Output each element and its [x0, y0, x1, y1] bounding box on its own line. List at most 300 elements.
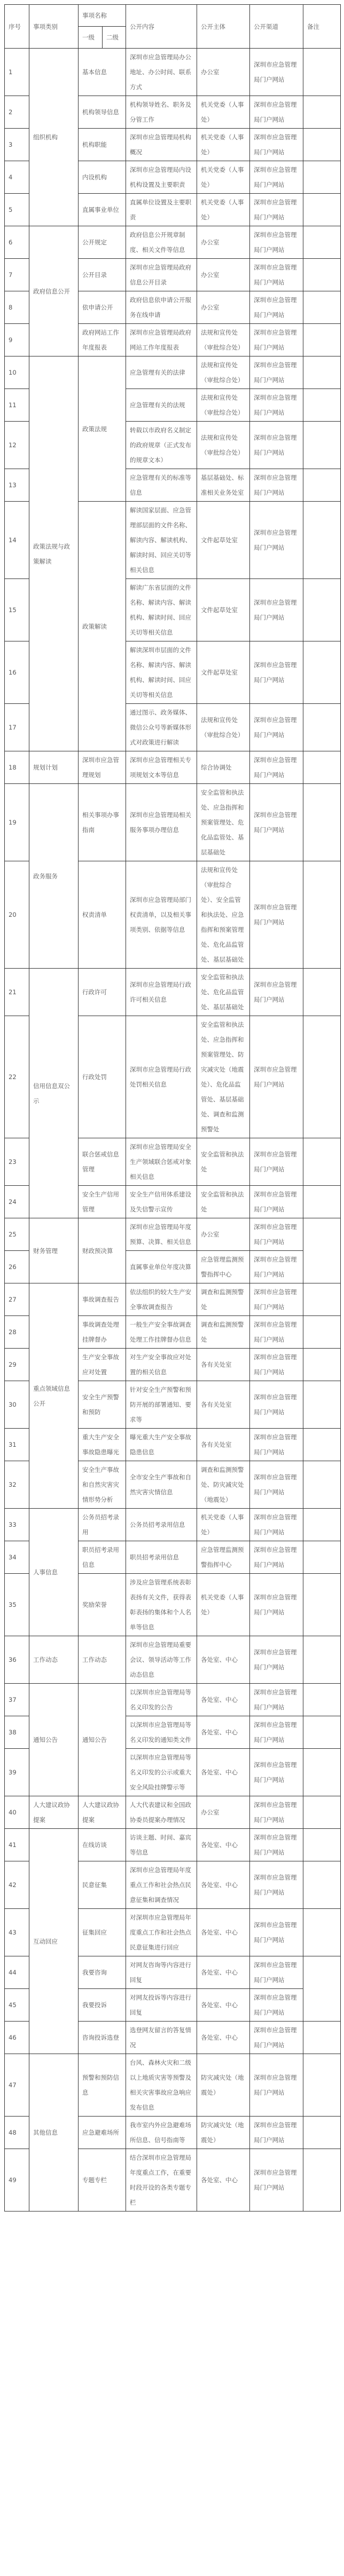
subject-cell: 安全监管和执法处	[197, 1138, 250, 1186]
item-name-cell: 相关事项办事指南	[79, 784, 126, 861]
content-cell: 依法组织的较大生产安全事故调查报告	[126, 1283, 197, 1316]
remark-cell	[303, 1956, 341, 2022]
channel-cell: 深圳市应急管理局门户网站	[250, 502, 303, 579]
subject-cell: 文件起草处室	[197, 579, 250, 641]
content-cell: 人大代表建议和全国政协委员提案办理情况	[126, 1796, 197, 1829]
subject-cell: 安全监管和执法处	[197, 1186, 250, 1218]
content-cell: 深圳市应急管理局内设机构设置及主要职责	[126, 161, 197, 194]
item-name-cell: 奖励荣誉	[79, 1574, 126, 1636]
remark-cell	[303, 641, 341, 704]
content-cell: 深圳市应急管理局年度重点工作和社会热点民意征集和调查情况	[126, 1861, 197, 1909]
item-name-cell: 联合惩戒信息管理	[79, 1138, 126, 1186]
row-number: 16	[5, 641, 29, 704]
subject-cell: 各处室、中心	[197, 1989, 250, 2022]
subject-cell: 安全监管和执法处、危化品监管处、基层基础处	[197, 969, 250, 1016]
row-number: 48	[5, 2117, 29, 2149]
subject-cell: 各处室、中心	[197, 1749, 250, 1796]
row-number: 43	[5, 1909, 29, 1956]
content-cell: 对生产安全事故应对处置的相关信息	[126, 1349, 197, 1381]
content-cell: 通过图示、政务媒体、微信公众号等新媒体形式对政策进行解读	[126, 704, 197, 751]
row-number: 40	[5, 1796, 29, 1829]
subject-cell: 应急管理监测预警指挥中心	[197, 1251, 250, 1283]
remark-cell	[303, 969, 341, 1016]
row-number: 26	[5, 1251, 29, 1283]
row-number: 41	[5, 1829, 29, 1861]
remark-cell	[303, 784, 341, 861]
content-cell: 深圳市应急管理局相关服务事项办理信息	[126, 784, 197, 861]
subject-cell: 法规和宣传处（审批综合处）	[197, 356, 250, 389]
row-number: 37	[5, 1684, 29, 1716]
channel-cell: 深圳市应急管理局门户网站	[250, 96, 303, 129]
remark-cell	[303, 1716, 341, 1749]
item-name-cell: 生产安全事故应对处置	[79, 1349, 126, 1381]
item-name-cell: 公开目录	[79, 259, 126, 291]
content-cell: 全市安全生产事故和自然灾害灾情信息	[126, 1461, 197, 1509]
channel-cell: 深圳市应急管理局门户网站	[250, 324, 303, 356]
category-cell: 政府信息公开	[29, 226, 79, 356]
content-cell: 深圳市应急管理相关专项规划文本等信息	[126, 751, 197, 784]
category-cell: 其他信息	[29, 2054, 79, 2212]
subject-cell: 各有关处室	[197, 1429, 250, 1461]
remark-cell	[303, 129, 341, 161]
channel-cell: 深圳市应急管理局门户网站	[250, 259, 303, 291]
content-cell: 以深圳市应急管理局等名义印发的通知类文件	[126, 1716, 197, 1749]
subject-cell: 法规和宣传处（审批综合处）	[197, 704, 250, 751]
channel-cell: 深圳市应急管理局门户网站	[250, 422, 303, 469]
remark-cell	[303, 1349, 341, 1381]
remark-cell	[303, 1186, 341, 1218]
remark-cell	[303, 1283, 341, 1316]
remark-cell	[303, 1138, 341, 1186]
row-number: 32	[5, 1461, 29, 1509]
row-number: 39	[5, 1749, 29, 1796]
category-cell: 互动回应	[29, 1829, 79, 2054]
row-number: 3	[5, 129, 29, 161]
row-number: 36	[5, 1636, 29, 1684]
item-name-cell: 权责清单	[79, 861, 126, 969]
item-name-cell: 我要咨询	[79, 1956, 126, 1989]
subject-cell: 各有关处室	[197, 1349, 250, 1381]
content-cell: 深圳市应急管理局部门权责清单，以及相关事项类别、依据等信息	[126, 861, 197, 969]
channel-cell: 深圳市应急管理局门户网站	[250, 1016, 303, 1138]
channel-cell: 深圳市应急管理局门户网站	[250, 1684, 303, 1716]
remark-cell	[303, 194, 341, 226]
row-number: 31	[5, 1429, 29, 1461]
remark-cell	[303, 1016, 341, 1138]
channel-cell: 深圳市应急管理局门户网站	[250, 1349, 303, 1381]
subject-cell: 机关党委（人事处）	[197, 194, 250, 226]
subject-cell: 机关党委（人事处）	[197, 96, 250, 129]
item-name-cell: 公开规定	[79, 226, 126, 259]
content-cell: 深圳市应急管理局年度预算、决算、相关信息	[126, 1218, 197, 1251]
subject-cell: 应急管理监测预警指挥中心	[197, 1541, 250, 1574]
header-item-name: 事项名称	[79, 5, 126, 27]
remark-cell	[303, 422, 341, 469]
subject-cell: 办公室	[197, 259, 250, 291]
item-name-cell: 行政处罚	[79, 1016, 126, 1138]
content-cell: 对网友咨询等内容进行回复	[126, 1956, 197, 1989]
subject-cell: 安全监管和执法处、应急指挥和预案管理处、防灾减灾处（地震处）、危化品监管处、基层基础处、调查和监测预警处	[197, 1016, 250, 1138]
item-name-cell: 事故调查报告	[79, 1283, 126, 1316]
row-number: 6	[5, 226, 29, 259]
channel-cell: 深圳市应急管理局门户网站	[250, 1574, 303, 1636]
channel-cell: 深圳市应急管理局门户网站	[250, 2022, 303, 2054]
row-number: 18	[5, 751, 29, 784]
remark-cell	[303, 324, 341, 356]
row-number: 47	[5, 2054, 29, 2117]
row-number: 34	[5, 1541, 29, 1574]
channel-cell: 深圳市应急管理局门户网站	[250, 861, 303, 969]
remark-cell	[303, 1381, 341, 1429]
row-number: 9	[5, 324, 29, 356]
content-cell: 对网友投诉等内容进行回复	[126, 1989, 197, 2022]
table-row	[5, 1796, 341, 1829]
header-channel: 公开渠道	[250, 5, 303, 49]
subject-cell: 办公室	[197, 1796, 250, 1829]
table-row	[5, 969, 341, 1016]
item-name-cell: 重大生产安全事故隐患曝光	[79, 1429, 126, 1461]
row-number: 20	[5, 861, 29, 969]
row-number: 11	[5, 389, 29, 422]
row-number: 22	[5, 1016, 29, 1138]
row-number: 30	[5, 1381, 29, 1429]
channel-cell: 深圳市应急管理局门户网站	[250, 2054, 303, 2117]
row-number: 29	[5, 1349, 29, 1381]
channel-cell: 深圳市应急管理局门户网站	[250, 704, 303, 751]
channel-cell: 深圳市应急管理局门户网站	[250, 1749, 303, 1796]
channel-cell: 深圳市应急管理局门户网站	[250, 579, 303, 641]
content-cell: 深圳市应急管理局安全生产领域联合惩戒对象相关信息	[126, 1138, 197, 1186]
content-cell: 应急管理有关的法律	[126, 356, 197, 389]
item-name-cell: 我要投诉	[79, 1989, 126, 2022]
subject-cell: 机关党委（人事处）	[197, 1574, 250, 1636]
remark-cell	[303, 861, 341, 969]
table-row	[5, 1283, 341, 1316]
content-cell: 涉及应急管理系统表彰表扬有关文件，获得表彰表扬的集体和个人名单等信息	[126, 1574, 197, 1636]
row-number: 45	[5, 1989, 29, 2022]
subject-cell: 防灾减灾处（地震处）	[197, 2054, 250, 2117]
content-cell: 职员招考录用信息	[126, 1541, 197, 1574]
subject-cell: 各处室、中心	[197, 1861, 250, 1909]
category-cell: 政策法规与政策解读	[29, 356, 79, 751]
remark-cell	[303, 356, 341, 389]
item-name-cell: 安全生产预警和预防	[79, 1381, 126, 1429]
remark-cell	[303, 1461, 341, 1509]
channel-cell: 深圳市应急管理局门户网站	[250, 129, 303, 161]
item-name-cell: 人大建议政协提案	[79, 1796, 126, 1829]
content-cell: 深圳市应急管理局政府信息公开目录	[126, 259, 197, 291]
content-cell: 公务员招考录用信息	[126, 1509, 197, 1541]
channel-cell: 深圳市应急管理局门户网站	[250, 1429, 303, 1461]
channel-cell: 深圳市应急管理局门户网站	[250, 969, 303, 1016]
remark-cell	[303, 751, 341, 784]
content-cell: 应急管理有关的法规	[126, 389, 197, 422]
subject-cell: 调查和监测预警处、防灾减灾处（地震处）	[197, 1461, 250, 1509]
channel-cell: 深圳市应急管理局门户网站	[250, 1909, 303, 1956]
category-cell: 政务服务	[29, 784, 79, 969]
channel-cell: 深圳市应急管理局门户网站	[250, 1716, 303, 1749]
row-number: 4	[5, 161, 29, 194]
header-level2: 二级	[103, 27, 126, 49]
item-name-cell: 征集回应	[79, 1909, 126, 1956]
subject-cell: 各处室、中心	[197, 1716, 250, 1749]
channel-cell: 深圳市应急管理局门户网站	[250, 751, 303, 784]
subject-cell: 各处室、中心	[197, 1909, 250, 1956]
channel-cell: 深圳市应急管理局门户网站	[250, 1283, 303, 1316]
item-name-cell: 通知公告	[79, 1684, 126, 1796]
subject-cell: 机关党委（人事处）	[197, 1509, 250, 1541]
remark-cell	[303, 1636, 341, 1684]
table-header	[5, 5, 341, 49]
subject-cell: 防灾减灾处（地震处）	[197, 2117, 250, 2149]
subject-cell: 办公室	[197, 226, 250, 259]
content-cell: 以深圳市应急管理局等名义印发的公示或重大安全风险挂牌警示等	[126, 1749, 197, 1796]
subject-cell: 调查和监测预警处	[197, 1316, 250, 1349]
table-row	[5, 1636, 341, 1684]
item-name-cell: 咨询投诉选登	[79, 2022, 126, 2054]
row-number: 8	[5, 291, 29, 324]
row-number: 46	[5, 2022, 29, 2054]
remark-cell	[303, 1509, 341, 1541]
content-cell: 选登网友留言的答复情况	[126, 2022, 197, 2054]
content-cell: 深圳市应急管理局行政处罚相关信息	[126, 1016, 197, 1138]
content-cell: 深圳市应急管理局办公地址、办公时间、联系方式	[126, 49, 197, 96]
row-number: 24	[5, 1186, 29, 1218]
remark-cell	[303, 1574, 341, 1636]
content-cell: 解读广东省层面的文件名称、解读内容、解读机构、解读时间、回应关切等相关信息	[126, 579, 197, 641]
channel-cell: 深圳市应急管理局门户网站	[250, 784, 303, 861]
content-cell: 深圳市应急管理局行政许可相关信息	[126, 969, 197, 1016]
content-cell: 政府信息公开规章制度、相关文件等信息	[126, 226, 197, 259]
subject-cell: 机关党委（人事处）	[197, 129, 250, 161]
table-row	[5, 784, 341, 861]
remark-cell	[303, 1796, 341, 1829]
channel-cell: 深圳市应急管理局门户网站	[250, 49, 303, 96]
content-cell: 机构领导姓名、职务及分管工作	[126, 96, 197, 129]
item-name-cell: 机构职能	[79, 129, 126, 161]
channel-cell: 深圳市应急管理局门户网站	[250, 356, 303, 389]
content-cell: 深圳市应急管理局政府网站工作年度报表	[126, 324, 197, 356]
header-row-1	[5, 5, 341, 27]
row-number: 2	[5, 96, 29, 129]
row-number: 25	[5, 1218, 29, 1251]
subject-cell: 安全监管和执法处、应急指挥和预案管理处、危化品监管处、基层基础处	[197, 784, 250, 861]
content-cell: 访谈主题、时间、嘉宾等信息	[126, 1829, 197, 1861]
table-row	[5, 49, 341, 96]
table-row	[5, 1684, 341, 1716]
remark-cell	[303, 96, 341, 129]
category-cell: 财务管理	[29, 1218, 79, 1283]
row-number: 28	[5, 1316, 29, 1349]
category-cell: 组织机构	[29, 49, 79, 226]
remark-cell	[303, 389, 341, 422]
channel-cell: 深圳市应急管理局门户网站	[250, 1796, 303, 1829]
channel-cell: 深圳市应急管理局门户网站	[250, 1251, 303, 1283]
content-cell: 针对安全生产预警和预防开展的部署通知、要求等	[126, 1381, 197, 1429]
header-remark: 备注	[303, 5, 341, 49]
remark-cell	[303, 2117, 341, 2149]
content-cell: 深圳市应急管理局重要会议、领导活动等工作动态信息	[126, 1636, 197, 1684]
remark-cell	[303, 291, 341, 324]
item-name-cell: 安全生产信用管理	[79, 1186, 126, 1218]
table-row	[5, 226, 341, 259]
item-name-cell: 依申请公开	[79, 291, 126, 324]
remark-cell	[303, 259, 341, 291]
row-number: 49	[5, 2149, 29, 2212]
category-cell: 重点领域信息公开	[29, 1283, 79, 1509]
table-row	[5, 751, 341, 784]
item-name-cell: 财政预决算	[79, 1218, 126, 1283]
remark-cell	[303, 1541, 341, 1574]
subject-cell: 各处室、中心	[197, 1684, 250, 1716]
channel-cell: 深圳市应急管理局门户网站	[250, 1829, 303, 1861]
remark-cell	[303, 161, 341, 194]
row-number: 42	[5, 1861, 29, 1909]
category-cell: 工作动态	[29, 1636, 79, 1684]
content-cell: 安全生产信用体系建设及失信警示宣传	[126, 1186, 197, 1218]
channel-cell: 深圳市应急管理局门户网站	[250, 1989, 303, 2022]
subject-cell: 法规和宣传处（审批综合处）、安全监管和执法处、应急指挥和预案管理处、危化品监管处、基层基础处	[197, 861, 250, 969]
subject-cell: 调查和监测预警处	[197, 1283, 250, 1316]
remark-cell	[303, 502, 341, 579]
item-name-cell: 直属事业单位	[79, 194, 126, 226]
header-no: 序号	[5, 5, 29, 49]
subject-cell: 文件起草处室	[197, 502, 250, 579]
subject-cell: 法规和宣传处（审批综合处）	[197, 324, 250, 356]
subject-cell: 各处室、中心	[197, 1829, 250, 1861]
content-cell: 政府信息依申请公开服务在线申请	[126, 291, 197, 324]
channel-cell: 深圳市应急管理局门户网站	[250, 1509, 303, 1541]
item-name-cell: 工作动态	[79, 1636, 126, 1684]
content-cell: 深圳市应急管理局机构概况	[126, 129, 197, 161]
content-cell: 直属事业单位年度决算	[126, 1251, 197, 1283]
item-name-cell: 专题专栏	[79, 2149, 126, 2212]
row-number: 12	[5, 422, 29, 469]
subject-cell: 文件起草处室	[197, 641, 250, 704]
remark-cell	[303, 1218, 341, 1283]
remark-cell	[303, 1316, 341, 1349]
remark-cell	[303, 1749, 341, 1796]
channel-cell: 深圳市应急管理局门户网站	[250, 1461, 303, 1509]
subject-cell: 各处室、中心	[197, 2022, 250, 2054]
remark-cell	[303, 2022, 341, 2054]
subject-cell: 基层基础处、标准相关业务处室	[197, 469, 250, 502]
remark-cell	[303, 2149, 341, 2212]
item-name-cell: 安全生产事故和自然灾害灾情形势分析	[79, 1461, 126, 1509]
content-cell: 以深圳市应急管理局等名义印发的公告	[126, 1684, 197, 1716]
content-cell: 转载以市政府名义制定的政府规章（正式发布的规章文本）	[126, 422, 197, 469]
content-cell: 解读深圳市层面的文件名称、解读内容、解读机构、解读时间、回应关切等相关信息	[126, 641, 197, 704]
item-name-cell: 民意征集	[79, 1861, 126, 1909]
channel-cell: 深圳市应急管理局门户网站	[250, 1316, 303, 1349]
channel-cell: 深圳市应急管理局门户网站	[250, 2149, 303, 2212]
subject-cell: 各处室、中心	[197, 1636, 250, 1684]
row-number: 5	[5, 194, 29, 226]
table-row	[5, 356, 341, 389]
category-cell: 信用信息双公示	[29, 969, 79, 1218]
header-category: 事项类别	[29, 5, 79, 49]
item-name-cell: 在线访谈	[79, 1829, 126, 1861]
item-name-cell: 政策法规	[79, 356, 126, 502]
channel-cell: 深圳市应急管理局门户网站	[250, 1861, 303, 1909]
channel-cell: 深圳市应急管理局门户网站	[250, 1636, 303, 1684]
channel-cell: 深圳市应急管理局门户网站	[250, 1218, 303, 1251]
row-number: 19	[5, 784, 29, 861]
channel-cell: 深圳市应急管理局门户网站	[250, 1186, 303, 1218]
item-name-cell: 深圳市应急管理规划	[79, 751, 126, 784]
table-row	[5, 1829, 341, 1861]
item-name-cell: 预警和预防信息	[79, 2054, 126, 2117]
channel-cell: 深圳市应急管理局门户网站	[250, 469, 303, 502]
content-cell: 解读国家层面、应急管理部层面的文件名称、解读内容、解读机构、解读时间、回应关切等相关信息	[126, 502, 197, 579]
content-cell: 一般生产安全事故调查处理工作挂牌督办信息	[126, 1316, 197, 1349]
remark-cell	[303, 226, 341, 259]
channel-cell: 深圳市应急管理局门户网站	[250, 389, 303, 422]
content-cell: 我市室内外应急避难场所信息、信号指南等	[126, 2117, 197, 2149]
subject-cell: 综合协调处	[197, 751, 250, 784]
header-level1: 一级	[79, 27, 103, 49]
channel-cell: 深圳市应急管理局门户网站	[250, 161, 303, 194]
item-name-cell: 公务员招考录用	[79, 1509, 126, 1541]
item-name-cell: 政策解读	[79, 502, 126, 751]
row-number: 21	[5, 969, 29, 1016]
item-name-cell: 内设机构	[79, 161, 126, 194]
item-name-cell: 职员招考录用信息	[79, 1541, 126, 1574]
channel-cell: 深圳市应急管理局门户网站	[250, 2117, 303, 2149]
row-number: 14	[5, 502, 29, 579]
table-body	[5, 49, 341, 2212]
remark-cell	[303, 1684, 341, 1716]
content-cell: 结合深圳市应急管理局年度重点工作，在重要时段开设的各类专题专栏	[126, 2149, 197, 2212]
channel-cell: 深圳市应急管理局门户网站	[250, 291, 303, 324]
remark-cell	[303, 469, 341, 502]
content-cell: 应急管理有关的标准等信息	[126, 469, 197, 502]
channel-cell: 深圳市应急管理局门户网站	[250, 641, 303, 704]
channel-cell: 深圳市应急管理局门户网站	[250, 1138, 303, 1186]
remark-cell	[303, 1861, 341, 1909]
channel-cell: 深圳市应急管理局门户网站	[250, 226, 303, 259]
channel-cell: 深圳市应急管理局门户网站	[250, 1956, 303, 1989]
row-number: 44	[5, 1956, 29, 1989]
row-number: 1	[5, 49, 29, 96]
row-number: 35	[5, 1574, 29, 1636]
item-name-cell: 机构领导信息	[79, 96, 126, 129]
remark-cell	[303, 1829, 341, 1861]
row-number: 13	[5, 469, 29, 502]
item-name-cell: 基本信息	[79, 49, 126, 96]
item-name-cell: 政府网站工作年度报表	[79, 324, 126, 356]
subject-cell: 法规和宣传处（审批综合处）	[197, 389, 250, 422]
subject-cell: 法规和宣传处（审批综合处）	[197, 422, 250, 469]
remark-cell	[303, 1429, 341, 1461]
subject-cell: 办公室	[197, 1218, 250, 1251]
table-row	[5, 2054, 341, 2117]
table-row	[5, 1509, 341, 1541]
row-number: 27	[5, 1283, 29, 1316]
remark-cell	[303, 2054, 341, 2117]
item-name-cell: 行政许可	[79, 969, 126, 1016]
header-subject: 公开主体	[197, 5, 250, 49]
subject-cell: 办公室	[197, 49, 250, 96]
table-row	[5, 1218, 341, 1251]
category-cell: 通知公告	[29, 1684, 79, 1796]
remark-cell	[303, 704, 341, 751]
channel-cell: 深圳市应急管理局门户网站	[250, 1541, 303, 1574]
content-cell: 台风、森林火灾和二级以上地质灾害等预警及相关灾害事故应急响应发布信息	[126, 2054, 197, 2117]
category-cell: 人事信息	[29, 1509, 79, 1636]
subject-cell: 各处室、中心	[197, 2149, 250, 2212]
row-number: 33	[5, 1509, 29, 1541]
